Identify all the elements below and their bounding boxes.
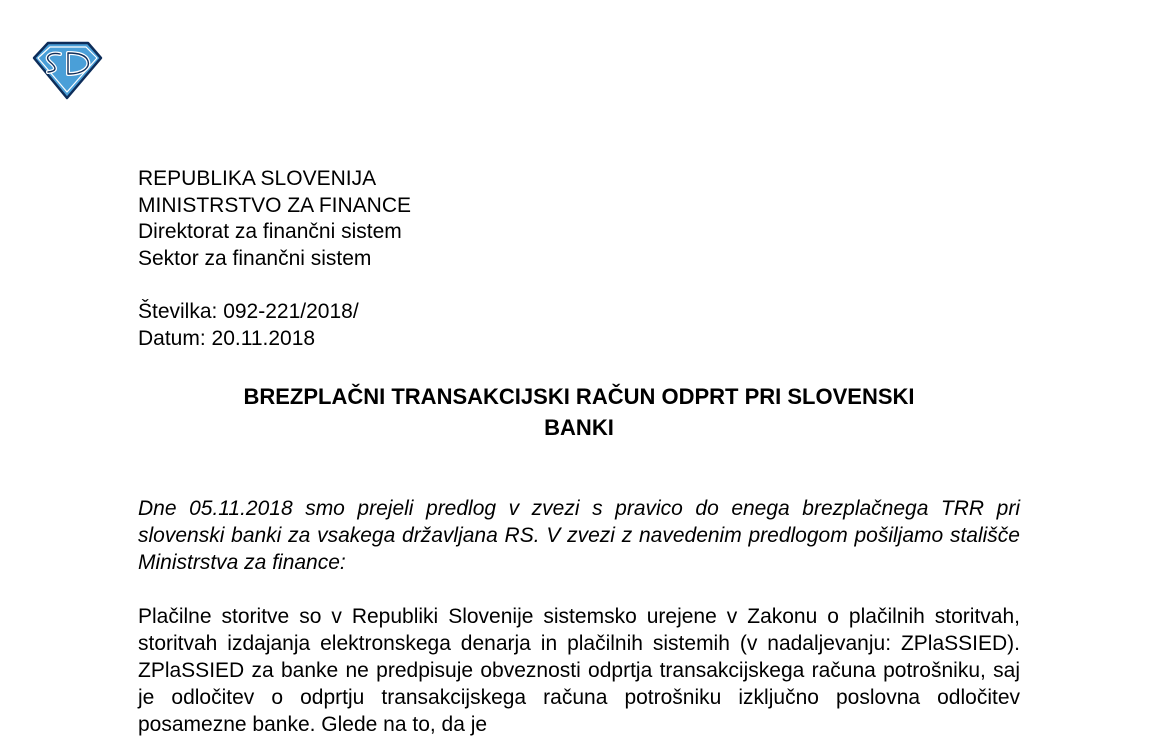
title-line-2: BANKI — [544, 415, 614, 440]
document-title — [138, 381, 1020, 443]
header-ministry: MINISTRSTVO ZA FINANCE — [138, 193, 412, 217]
document-date: Datum: 20.11.2018 — [138, 327, 316, 350]
header-republic: REPUBLIKA SLOVENIJA — [138, 167, 377, 190]
sd-diamond-logo-icon — [30, 40, 104, 100]
intro-paragraph: Dne 05.11.2018 smo prejeli predlog v zvezi s pravico do enega brezplačnega TRR pri slovenski banki za vsakega državljana RS. V zvezi z navedenim predlogom pošiljamo stališče Ministrstva za finance: — [138, 497, 1020, 574]
document-meta — [138, 298, 359, 352]
header-directorate: Direktorat za finančni sistem — [138, 220, 402, 243]
body-paragraph: Plačilne storitve so v Republiki Slovenije sistemsko urejene v Zakonu o plačilnih storitvah, storitvah izdajanja elektronskega denarja in plačilnih sistemih (v nadaljevanju: ZPlaSSIED). ZPlaSSIED za banke ne predpisuje obveznosti odprtja transakcijskega računa potrošniku, saj je odločitev o odprtju transakcijskega računa potrošniku izključno poslovna odločitev posamezne banke. Glede na to, da je — [138, 605, 1020, 736]
document-number: Številka: 092-221/2018/ — [138, 300, 359, 323]
header-sector: Sektor za finančni sistem — [138, 246, 372, 270]
title-line-1: BREZPLAČNI TRANSAKCIJSKI RAČUN ODPRT PRI SLOVENSKI — [243, 384, 915, 409]
ministry-header — [138, 166, 411, 272]
